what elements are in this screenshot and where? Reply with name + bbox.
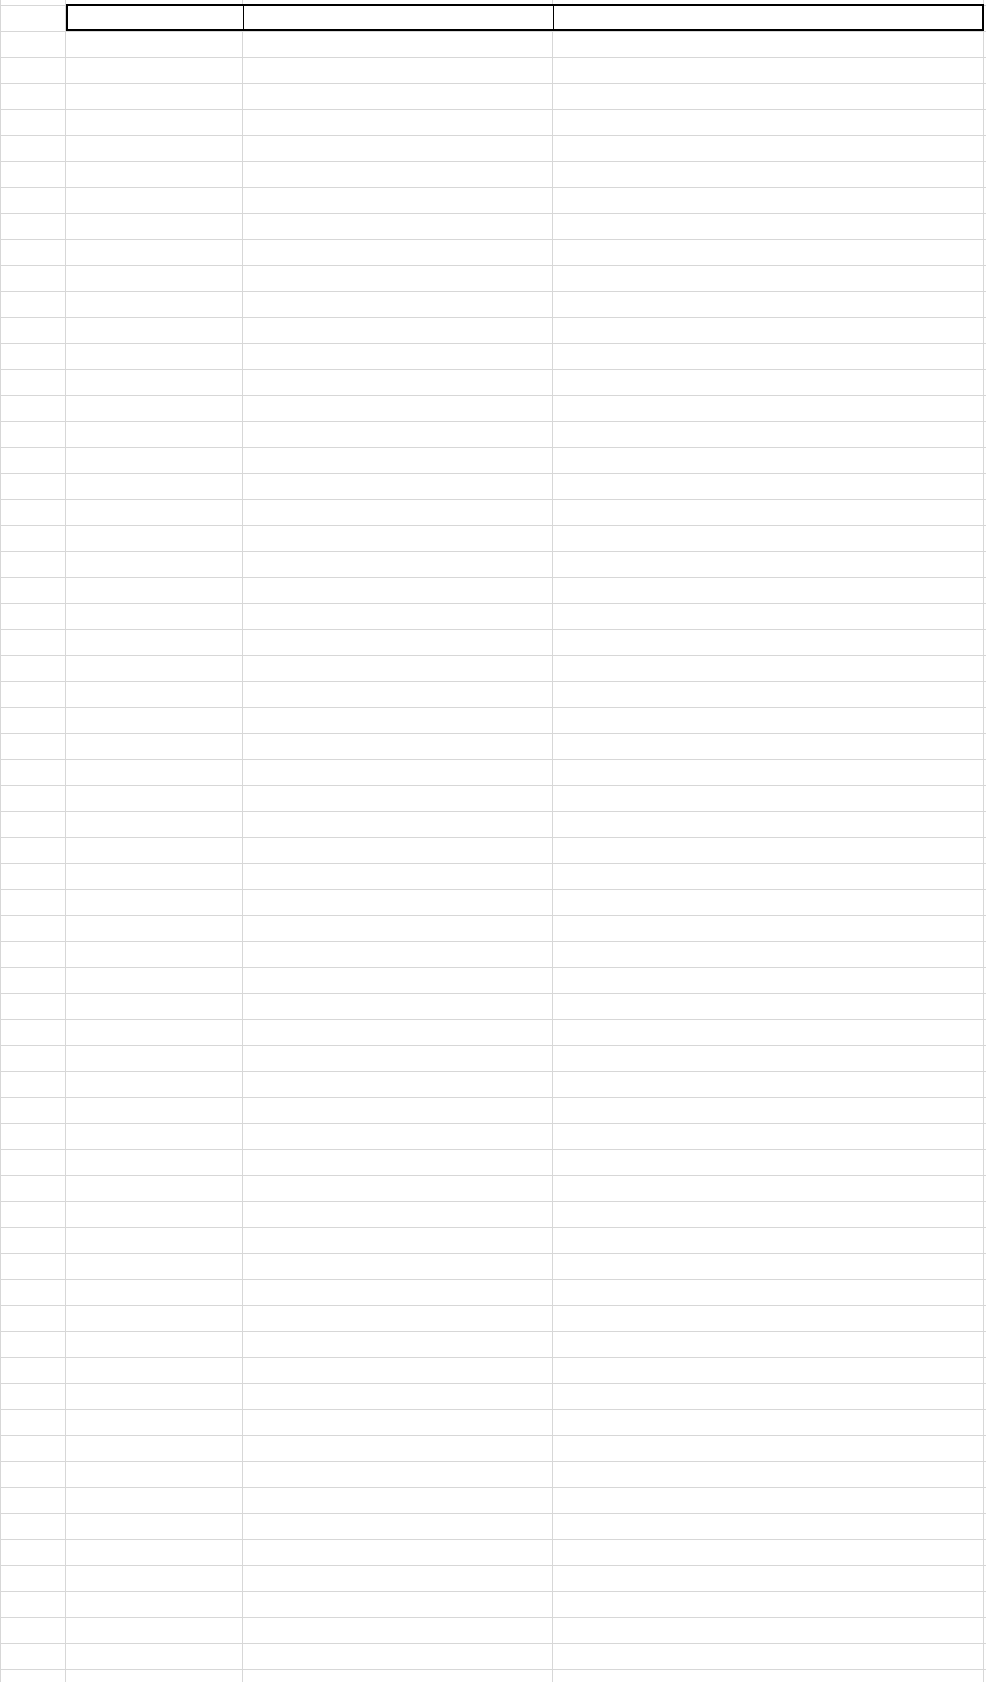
header-morning-tests-cell[interactable] bbox=[243, 6, 553, 29]
header-week-cell[interactable] bbox=[68, 6, 243, 29]
header-afternoon-tests-cell[interactable] bbox=[553, 6, 982, 29]
table-header-row bbox=[66, 4, 984, 31]
